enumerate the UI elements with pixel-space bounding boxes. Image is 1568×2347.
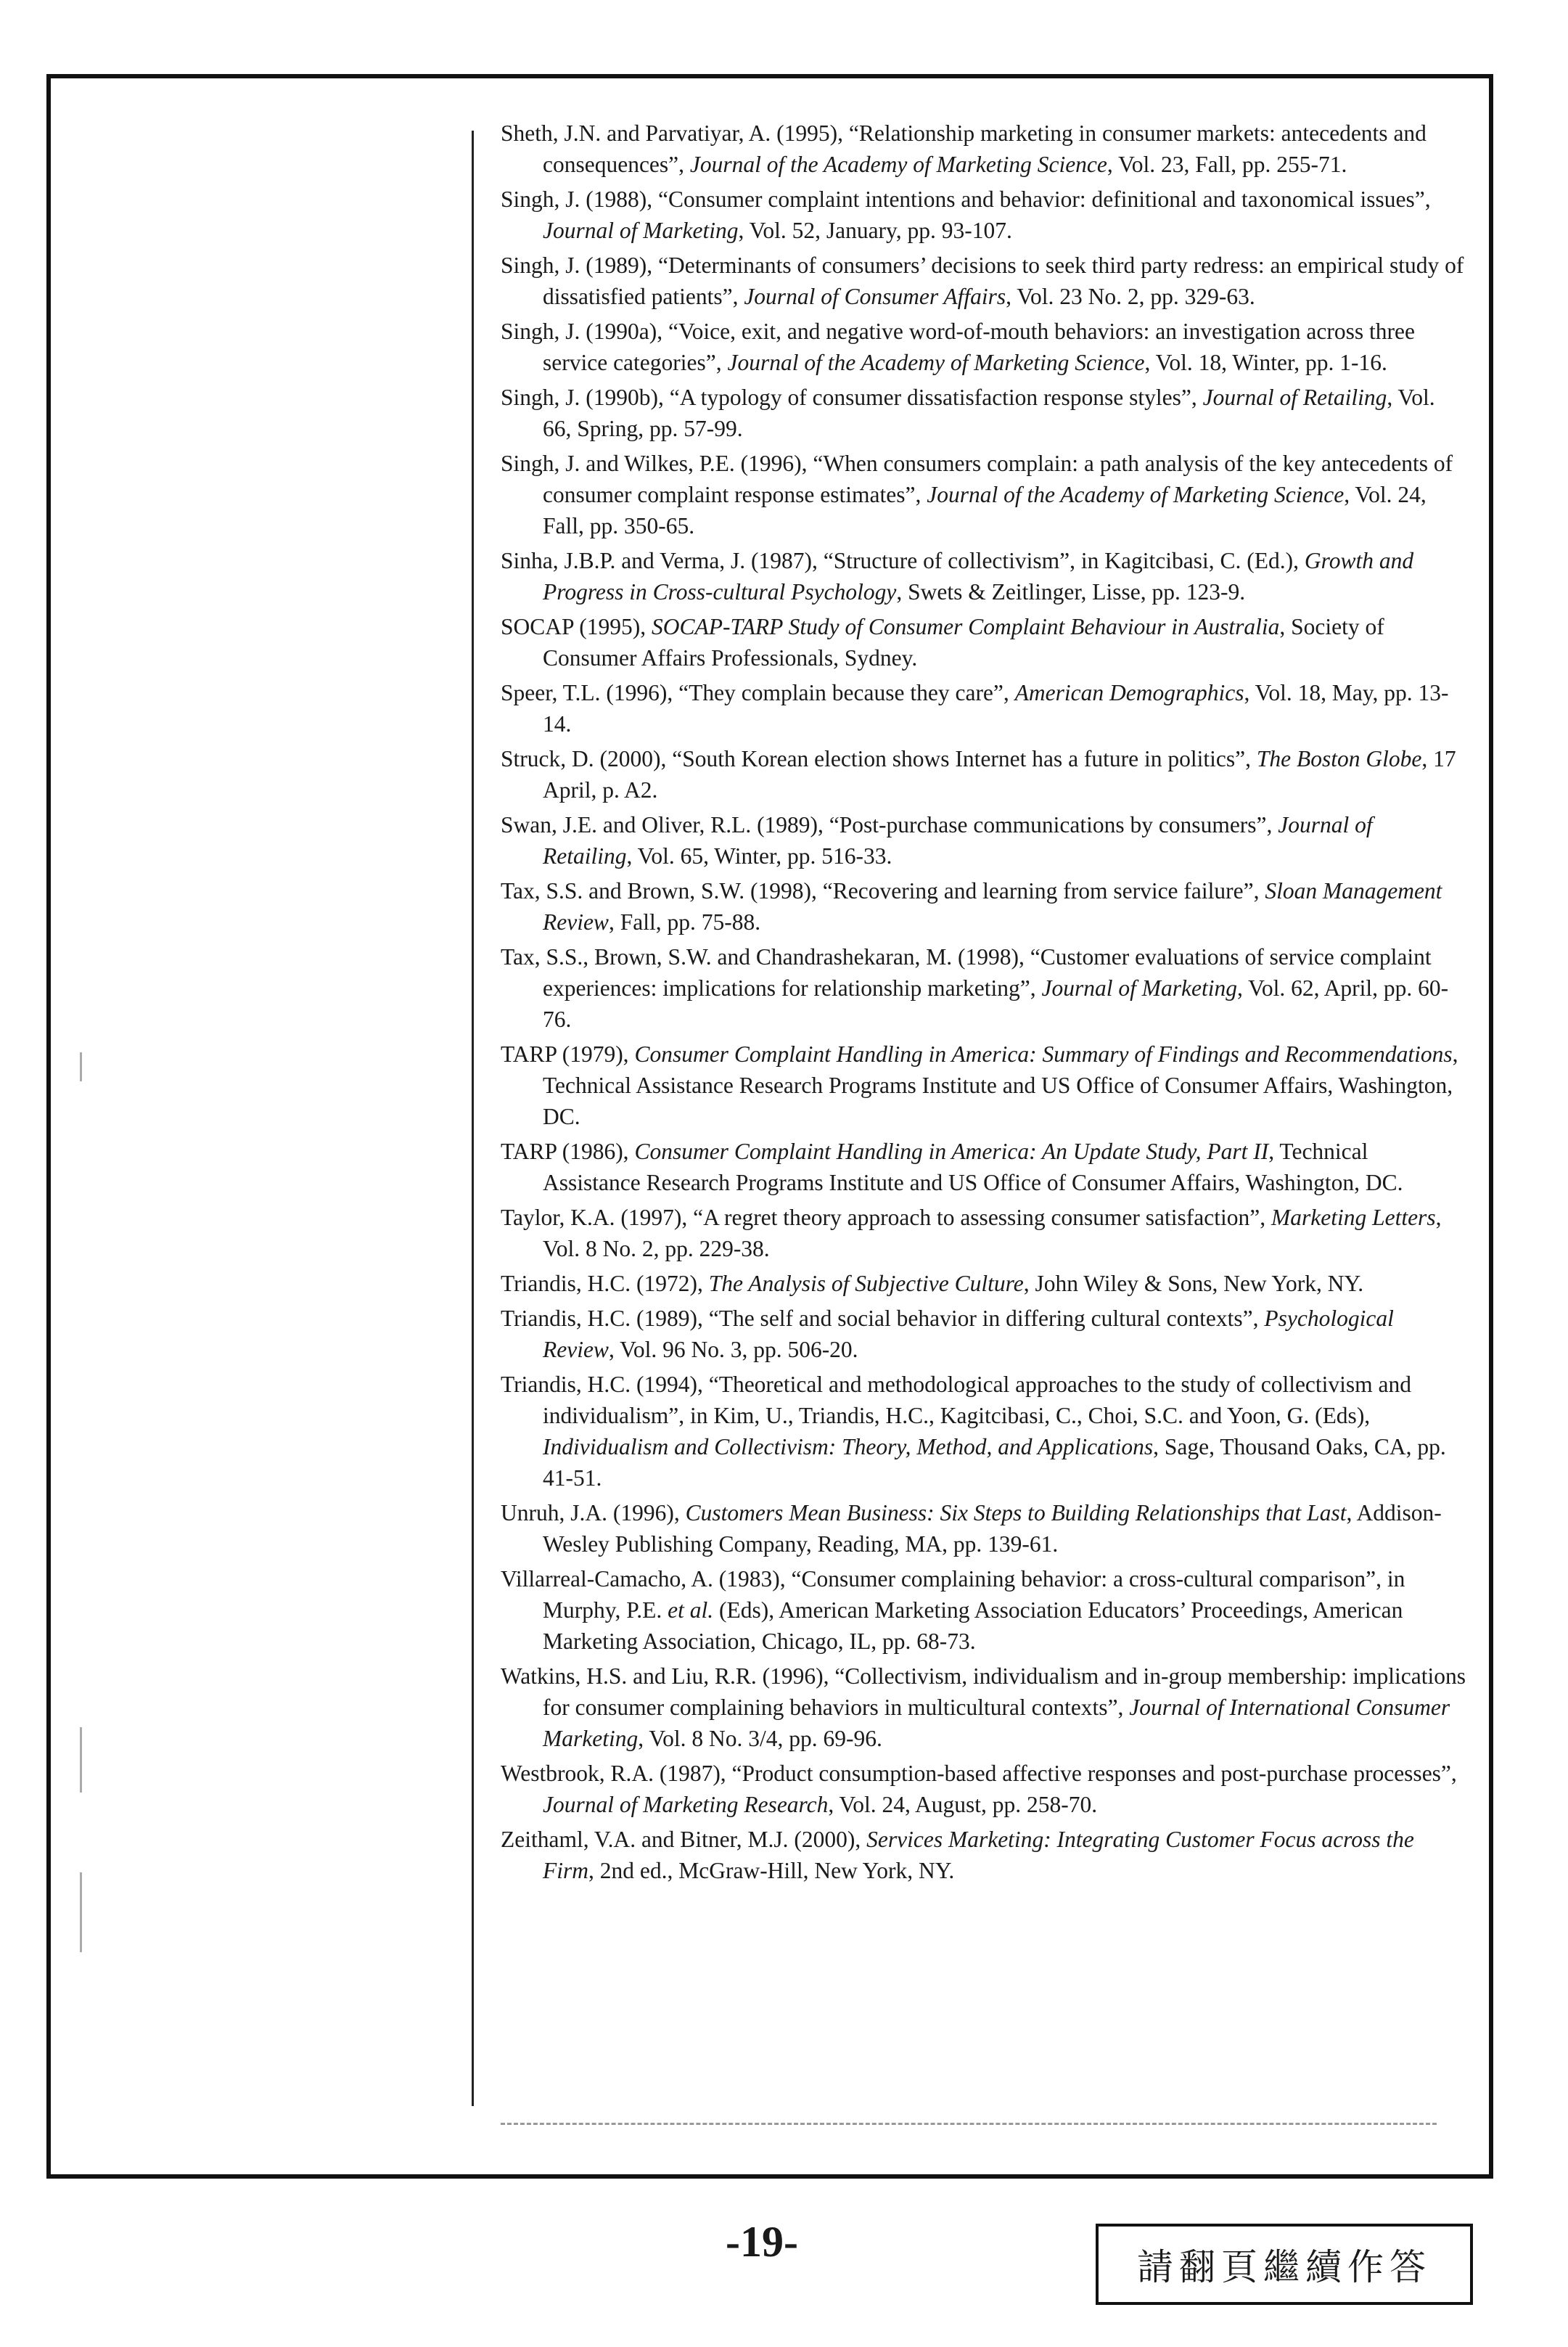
reference-source-title: Journal of Consumer Affairs: [744, 284, 1006, 309]
reference-text: Zeithaml, V.A. and Bitner, M.J. (2000),: [501, 1827, 867, 1852]
reference-text: Triandis, H.C. (1972),: [501, 1271, 709, 1296]
reference-source-title: et al.: [668, 1597, 714, 1623]
reference-entry: [501, 1824, 1466, 1886]
reference-text: TARP (1986),: [501, 1139, 635, 1164]
reference-details: , Society of Consumer Affairs Professionals, Sydney.: [543, 614, 1384, 671]
reference-details: , Sage, Thousand Oaks, CA, pp. 41-51.: [543, 1434, 1446, 1491]
reference-details: , Technical Assistance Research Programs Institute and US Office of Consumer Affairs, Washington, DC.: [543, 1139, 1403, 1195]
reference-source-title: Individualism and Collectivism: Theory, Method, and Applications: [543, 1434, 1154, 1459]
reference-source-title: Sloan Management Review: [543, 878, 1442, 935]
reference-text: Speer, T.L. (1996), “They complain because they care”,: [501, 680, 1015, 705]
reference-entry: [501, 941, 1466, 1035]
reference-entry: [501, 250, 1466, 312]
reference-text: Tax, S.S. and Brown, S.W. (1998), “Recovering and learning from service failure”,: [501, 878, 1265, 904]
reference-entry: [501, 1660, 1466, 1754]
reference-source-title: Growth and Progress in Cross-cultural Psychology: [543, 548, 1414, 605]
reference-details: , Vol. 24, August, pp. 258-70.: [828, 1792, 1098, 1817]
reference-source-title: Journal of Marketing: [1041, 975, 1237, 1001]
reference-details: , Vol. 62, April, pp. 60-76.: [543, 975, 1449, 1032]
reference-entry: [501, 1369, 1466, 1494]
reference-text: Taylor, K.A. (1997), “A regret theory approach to assessing consumer satisfaction”,: [501, 1205, 1271, 1230]
reference-text: Tax, S.S., Brown, S.W. and Chandrashekaran, M. (1998), “Customer evaluations of service complaint experiences: implications for relationship marketing”,: [501, 944, 1432, 1001]
reference-entry: [501, 1136, 1466, 1198]
continue-note: 請翻頁繼續作答: [1137, 2246, 1432, 2288]
reference-entry: [501, 1303, 1466, 1365]
reference-details: , Vol. 52, January, pp. 93-107.: [738, 218, 1012, 243]
reference-source-title: Journal of the Academy of Marketing Science: [927, 482, 1345, 507]
reference-text: SOCAP (1995),: [501, 614, 652, 639]
reference-details: , Vol. 65, Winter, pp. 516-33.: [626, 843, 892, 869]
reference-text: TARP (1979),: [501, 1041, 635, 1067]
reference-source-title: Journal of the Academy of Marketing Science: [727, 350, 1145, 375]
reference-text: Struck, D. (2000), “South Korean election shows Internet has a future in politics”,: [501, 746, 1257, 771]
reference-details: , 17 April, p. A2.: [543, 746, 1456, 803]
reference-source-title: Journal of Retailing: [543, 812, 1373, 869]
reference-source-title: Journal of Retailing: [1202, 385, 1387, 410]
reference-text: Singh, J. (1990b), “A typology of consumer dissatisfaction response styles”,: [501, 385, 1203, 410]
scan-speck: [80, 1052, 82, 1081]
reference-source-title: The Boston Globe: [1256, 746, 1422, 771]
reference-entry: [501, 1497, 1466, 1560]
page-number: -19-: [726, 2218, 798, 2266]
reference-entry: [501, 1563, 1466, 1657]
reference-entry: [501, 1268, 1466, 1299]
reference-source-title: Marketing Letters: [1271, 1205, 1436, 1230]
bottom-dotted-rule: [501, 2123, 1437, 2125]
reference-details: , Vol. 23, Fall, pp. 255-71.: [1107, 152, 1347, 177]
scan-speck: [80, 1872, 82, 1952]
reference-details: , Swets & Zeitlinger, Lisse, pp. 123-9.: [896, 579, 1246, 605]
reference-entry: [501, 1758, 1466, 1820]
reference-source-title: SOCAP-TARP Study of Consumer Complaint Behaviour in Australia: [651, 614, 1280, 639]
reference-entry: [501, 677, 1466, 740]
reference-entry: [501, 611, 1466, 673]
reference-source-title: Customers Mean Business: Six Steps to Building Relationships that Last: [685, 1500, 1347, 1525]
reference-text: Singh, J. (1988), “Consumer complaint intentions and behavior: definitional and taxonomical issues”,: [501, 187, 1431, 212]
reference-text: Sinha, J.B.P. and Verma, J. (1987), “Structure of collectivism”, in Kagitcibasi, C. (Ed.),: [501, 548, 1305, 573]
reference-text: Sheth, J.N. and Parvatiyar, A. (1995), “Relationship marketing in consumer markets: antecedents and consequences”,: [501, 120, 1427, 177]
reference-details: , Vol. 96 No. 3, pp. 506-20.: [608, 1337, 858, 1362]
reference-text: Westbrook, R.A. (1987), “Product consumption-based affective responses and post-purchase processes”,: [501, 1761, 1457, 1786]
reference-entry: [501, 743, 1466, 806]
reference-details: , Technical Assistance Research Programs Institute and US Office of Consumer Affairs, Washington, DC.: [543, 1041, 1458, 1129]
reference-details: , Fall, pp. 75-88.: [608, 909, 761, 935]
reference-entry: [501, 118, 1466, 180]
reference-details: , Vol. 18, May, pp. 13-14.: [543, 680, 1449, 737]
reference-source-title: Consumer Complaint Handling in America: An Update Study, Part II: [634, 1139, 1269, 1164]
reference-text: Singh, J. and Wilkes, P.E. (1996), “When consumers complain: a path analysis of the key antecedents of consumer complaint response estimates”,: [501, 451, 1453, 507]
reference-text: Triandis, H.C. (1989), “The self and social behavior in differing cultural contexts”,: [501, 1306, 1265, 1331]
reference-details: , Vol. 24, Fall, pp. 350-65.: [543, 482, 1427, 538]
reference-source-title: The Analysis of Subjective Culture: [708, 1271, 1024, 1296]
reference-text: Singh, J. (1989), “Determinants of consumers’ decisions to seek third party redress: an empirical study of dissatisfied patients”,: [501, 253, 1464, 309]
reference-details: , Addison-Wesley Publishing Company, Reading, MA, pp. 139-61.: [543, 1500, 1442, 1557]
reference-text: Swan, J.E. and Oliver, R.L. (1989), “Post-purchase communications by consumers”,: [501, 812, 1278, 837]
reference-details: , Vol. 23 No. 2, pp. 329-63.: [1006, 284, 1255, 309]
reference-source-title: Journal of International Consumer Marketing: [543, 1695, 1450, 1751]
reference-entry: [501, 316, 1466, 378]
reference-details: , Vol. 18, Winter, pp. 1-16.: [1144, 350, 1387, 375]
reference-source-title: Services Marketing: Integrating Customer Focus across the Firm: [543, 1827, 1414, 1883]
reference-entry: [501, 1202, 1466, 1264]
reference-text: Watkins, H.S. and Liu, R.R. (1996), “Collectivism, individualism and in-group membership: implications for consumer complaining behaviors in multicultural contexts”,: [501, 1663, 1466, 1720]
reference-source-title: Psychological Review: [543, 1306, 1394, 1362]
reference-entry: [501, 545, 1466, 607]
reference-source-title: Journal of Marketing Research: [543, 1792, 829, 1817]
reference-details: , John Wiley & Sons, New York, NY.: [1023, 1271, 1364, 1296]
reference-text: Singh, J. (1990a), “Voice, exit, and negative word-of-mouth behaviors: an investigation across three service categories”,: [501, 319, 1415, 375]
reference-entry: [501, 448, 1466, 541]
scan-speck: [80, 1727, 82, 1793]
reference-details: , Vol. 66, Spring, pp. 57-99.: [543, 385, 1435, 441]
reference-entry: [501, 875, 1466, 938]
reference-details: , 2nd ed., McGraw-Hill, New York, NY.: [588, 1858, 955, 1883]
reference-details: , Vol. 8 No. 3/4, pp. 69-96.: [638, 1726, 882, 1751]
reference-source-title: Consumer Complaint Handling in America: Summary of Findings and Recommendations: [634, 1041, 1453, 1067]
reference-text: Unruh, J.A. (1996),: [501, 1500, 686, 1525]
reference-source-title: Journal of Marketing: [543, 218, 739, 243]
reference-entry: [501, 184, 1466, 246]
reference-source-title: American Demographics: [1014, 680, 1244, 705]
reference-text: Villarreal-Camacho, A. (1983), “Consumer complaining behavior: a cross-cultural comparison”, in Murphy, P.E.: [501, 1566, 1405, 1623]
continue-note-box: [1096, 2224, 1473, 2305]
reference-source-title: Journal of the Academy of Marketing Science: [689, 152, 1107, 177]
reference-entry: [501, 1039, 1466, 1132]
reference-text: Triandis, H.C. (1994), “Theoretical and methodological approaches to the study of collectivism and individualism”, in Kim, U., Triandis, H.C., Kagitcibasi, C., Choi, S.C. and Yoon, G. (Eds),: [501, 1372, 1412, 1428]
reference-list: [501, 118, 1466, 1890]
reference-entry: [501, 382, 1466, 444]
reference-entry: [501, 809, 1466, 872]
margin-rule: [472, 131, 474, 2106]
reference-details: , Vol. 8 No. 2, pp. 229-38.: [543, 1205, 1442, 1261]
reference-details: (Eds), American Marketing Association Educators’ Proceedings, American Marketing Association, Chicago, IL, pp. 68-73.: [543, 1597, 1403, 1654]
